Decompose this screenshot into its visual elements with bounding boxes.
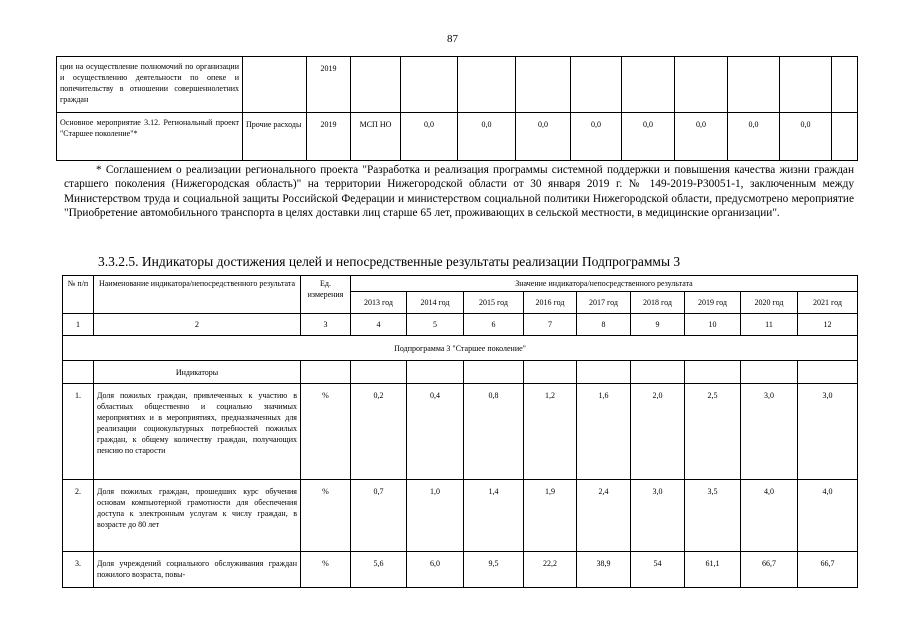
expense-value: 0,0	[675, 113, 728, 161]
subprogram-title: Подпрограмма 3 "Старшее поколение"	[63, 336, 858, 361]
table-row	[63, 480, 858, 552]
expenses-row-guardianship	[57, 57, 858, 113]
indicator-unit: %	[301, 552, 351, 588]
indicator-unit: %	[301, 480, 351, 552]
indicator-value: 0,4	[407, 384, 464, 480]
indicator-value: 3,0	[631, 480, 685, 552]
indicator-value: 0,8	[464, 384, 524, 480]
header-year: 2013 год	[351, 292, 407, 314]
header-values-title: Значение индикатора/непосредственного результата	[351, 276, 858, 292]
indicators-label-row	[63, 361, 858, 384]
activity-year: 2019	[307, 57, 351, 113]
column-number: 8	[577, 314, 631, 336]
table-row	[63, 384, 858, 480]
indicator-value: 0,7	[351, 480, 407, 552]
activity-description: ции на осуществление полномочий по организации и осуществлению деятельности по опеке и попечительству в отношении совершеннолетних граждан	[57, 57, 243, 113]
indicator-value: 4,0	[798, 480, 858, 552]
header-year: 2018 год	[631, 292, 685, 314]
indicator-value: 1,6	[577, 384, 631, 480]
header-unit: Ед. измерения	[301, 276, 351, 314]
indicator-value: 3,0	[741, 384, 798, 480]
footnote-text: * Соглашением о реализации регионального проекта "Разработка и реализация программы системной поддержки и повышения качества жизни граждан старшего поколения (Нижегородская область)" на территории Нижегородской области от 30 января 2019 г. № 149-2019-Р30051-1, заключенным между Министерством труда и социальной защиты Российской Федерации и министерством социальной политики Нижегородской области, предусмотрено мероприятие "Приобретение автомобильного транспорта в целях доставки лиц старше 65 лет, проживающих в сельской местности, в медицинские организации".	[64, 164, 854, 220]
indicator-value: 9,5	[464, 552, 524, 588]
indicator-value: 2,4	[577, 480, 631, 552]
header-year: 2019 год	[685, 292, 741, 314]
expense-value: 0,0	[458, 113, 516, 161]
expense-type: Прочие расходы	[243, 113, 307, 161]
indicator-value: 6,0	[407, 552, 464, 588]
indicator-value: 2,0	[631, 384, 685, 480]
column-number: 2	[94, 314, 301, 336]
column-number: 11	[741, 314, 798, 336]
column-number: 1	[63, 314, 94, 336]
header-num: № п/п	[63, 276, 94, 314]
indicator-value: 3,0	[798, 384, 858, 480]
expense-value: 0,0	[728, 113, 780, 161]
expenses-row-regional-project	[57, 113, 858, 161]
indicator-value: 1,2	[524, 384, 577, 480]
indicator-value: 4,0	[741, 480, 798, 552]
header-year: 2021 год	[798, 292, 858, 314]
activity-year: 2019	[307, 113, 351, 161]
expense-value: 0,0	[780, 113, 832, 161]
column-numbers-row	[63, 314, 858, 336]
indicator-value: 54	[631, 552, 685, 588]
header-year: 2014 год	[407, 292, 464, 314]
indicator-value: 38,9	[577, 552, 631, 588]
row-num: 1.	[63, 384, 94, 480]
column-number: 4	[351, 314, 407, 336]
indicator-value: 3,5	[685, 480, 741, 552]
column-number: 9	[631, 314, 685, 336]
indicator-value: 5,6	[351, 552, 407, 588]
column-number: 5	[407, 314, 464, 336]
column-number: 3	[301, 314, 351, 336]
indicator-name: Доля пожилых граждан, привлеченных к участию в областных общественно и социально значимых мероприятиях и в мероприятиях, предназначенных для реализации социокультурных потребностей пожилых граждан, к общему количеству граждан, получающих пенсию по старости	[94, 384, 301, 480]
header-year: 2020 год	[741, 292, 798, 314]
executor: МСП НО	[351, 113, 401, 161]
expense-value: 0,0	[401, 113, 458, 161]
header-year: 2017 год	[577, 292, 631, 314]
row-num: 2.	[63, 480, 94, 552]
indicator-value: 66,7	[798, 552, 858, 588]
page-number: 87	[447, 33, 458, 45]
indicator-value: 0,2	[351, 384, 407, 480]
indicator-value: 1,0	[407, 480, 464, 552]
footnote	[64, 163, 854, 221]
indicator-value: 2,5	[685, 384, 741, 480]
column-number: 10	[685, 314, 741, 336]
expense-value: 0,0	[516, 113, 571, 161]
subprogram-row	[63, 336, 858, 361]
table-header-row	[63, 276, 858, 292]
header-name: Наименование индикатора/непосредственного результата	[94, 276, 301, 314]
expense-value: 0,0	[571, 113, 622, 161]
indicator-unit: %	[301, 384, 351, 480]
row-num: 3.	[63, 552, 94, 588]
column-number: 6	[464, 314, 524, 336]
table-row	[63, 552, 858, 588]
indicator-value: 61,1	[685, 552, 741, 588]
indicator-name: Доля учреждений социального обслуживания граждан пожилого возраста, повы-	[94, 552, 301, 588]
indicators-label: Индикаторы	[94, 361, 301, 384]
section-title: 3.3.2.5. Индикаторы достижения целей и непосредственные результаты реализации Подпрограммы 3	[98, 254, 681, 269]
indicator-value: 66,7	[741, 552, 798, 588]
expenses-table-fragment	[56, 56, 858, 161]
indicator-value: 22,2	[524, 552, 577, 588]
indicator-value: 1,4	[464, 480, 524, 552]
indicator-value: 1,9	[524, 480, 577, 552]
column-number: 7	[524, 314, 577, 336]
indicators-table	[62, 275, 858, 588]
indicator-name: Доля пожилых граждан, прошедших курс обучения основам компьютерной грамотности для обеспечения доступа к электронным услугам к числу граждан, в возрасте до 80 лет	[94, 480, 301, 552]
activity-description: Основное мероприятие 3.12. Региональный проект "Старшее поколение"*	[57, 113, 243, 161]
column-number: 12	[798, 314, 858, 336]
header-year: 2015 год	[464, 292, 524, 314]
expense-value: 0,0	[622, 113, 675, 161]
header-year: 2016 год	[524, 292, 577, 314]
